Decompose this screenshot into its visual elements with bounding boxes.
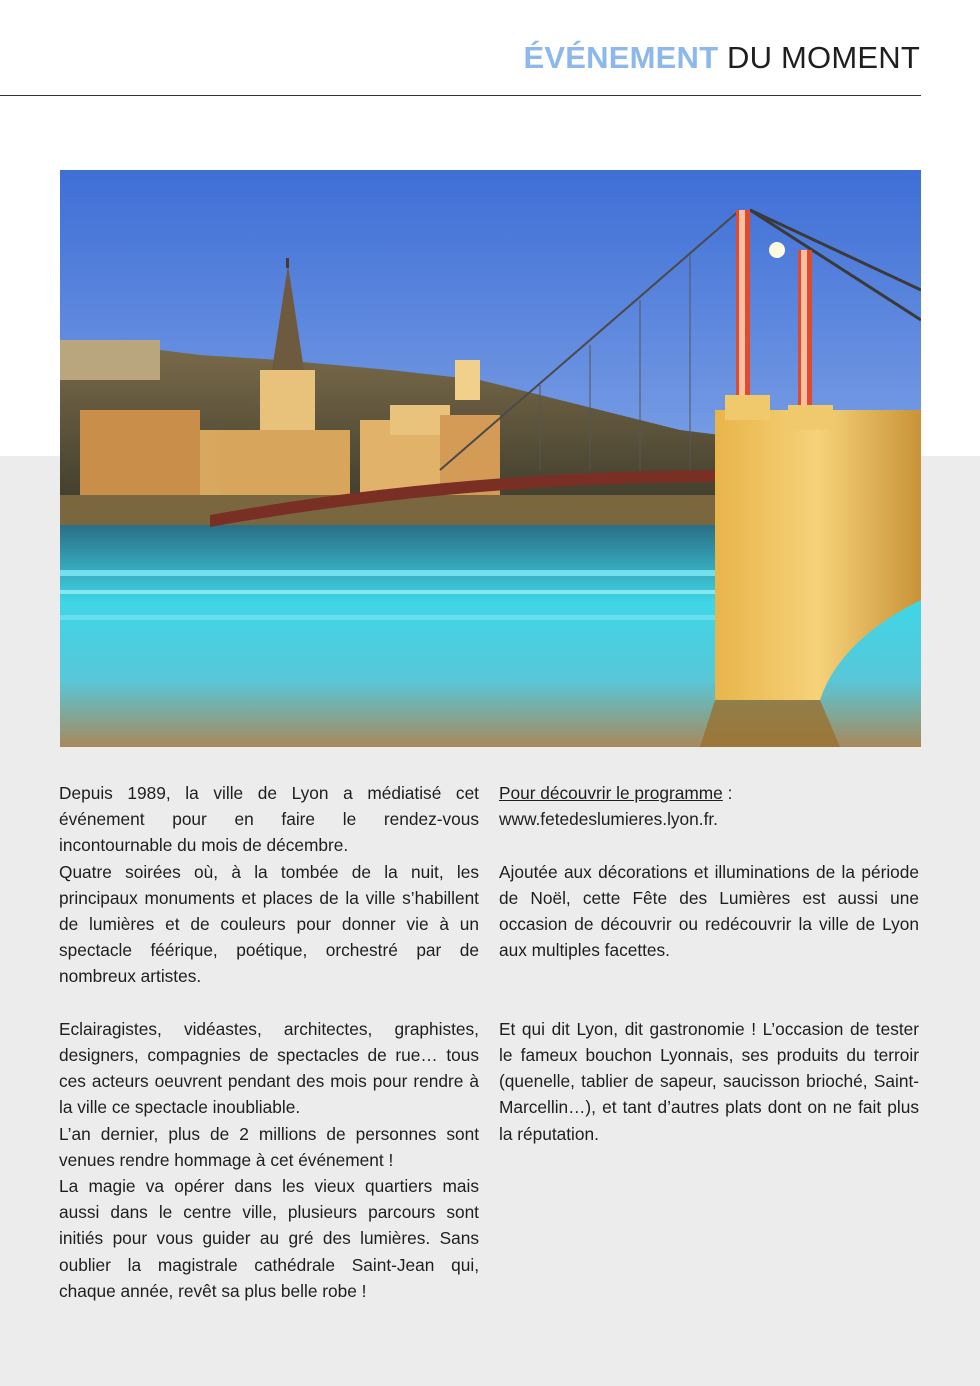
- program-link-suffix: :: [722, 783, 733, 803]
- program-url: www.fetedeslumieres.lyon.fr.: [499, 809, 718, 830]
- paragraph-visitors: L’an dernier, plus de 2 millions de personnes sont venues rendre hommage à cet événement !: [59, 1123, 479, 1170]
- page-title: [524, 40, 921, 76]
- left-column: [59, 780, 479, 1304]
- paragraph-history: Depuis 1989, la ville de Lyon a médiatisé cet événement pour en faire le rendez-vous incontournable du mois de décembre.: [59, 783, 479, 856]
- paragraph-evenings: Quatre soirées où, à la tombée de la nuit, les principaux monuments et places de la ville s’habillent de lumières et de couleurs pour donner vie à un spectacle féérique, poétique, orchestré par de nombreux artistes.: [59, 861, 479, 987]
- paragraph-routes: La magie va opérer dans les vieux quartiers mais aussi dans le centre ville, plusieurs parcours sont initiés pour vous guider au gré des lumières. Sans oublier la magistrale cathédrale Saint-Jean qui, chaque année, revêt sa plus belle robe !: [59, 1176, 479, 1301]
- paragraph-christmas: Ajoutée aux décorations et illuminations de la période de Noël, cette Fête des Lumières est aussi une occasion de découvrir ou redécouvrir la ville de Lyon aux multiples facettes.: [499, 861, 919, 961]
- title-rest: DU MOMENT: [727, 40, 920, 75]
- header-divider: [0, 95, 921, 96]
- program-link[interactable]: Pour découvrir le programme: [499, 783, 723, 803]
- program-line: [499, 780, 919, 806]
- title-accent: ÉVÉNEMENT: [523, 40, 719, 75]
- lyon-bridge-photo: [60, 170, 921, 747]
- paragraph-artists: Eclairagistes, vidéastes, architectes, graphistes, designers, compagnies de spectacles de rue… tous ces acteurs oeuvrent pendant des mois pour rendre à la ville ce spectacle inoubliable.: [59, 1018, 479, 1118]
- paragraph-gastronomy: Et qui dit Lyon, dit gastronomie ! L’occasion de tester le fameux bouchon Lyonnais, ses produits du terroir (quenelle, tablier de sapeur, saucisson brioché, Saint-Marcellin…), et tant d’autres plats dont on ne fait plus la réputation.: [499, 1018, 919, 1144]
- right-column: [499, 780, 919, 1147]
